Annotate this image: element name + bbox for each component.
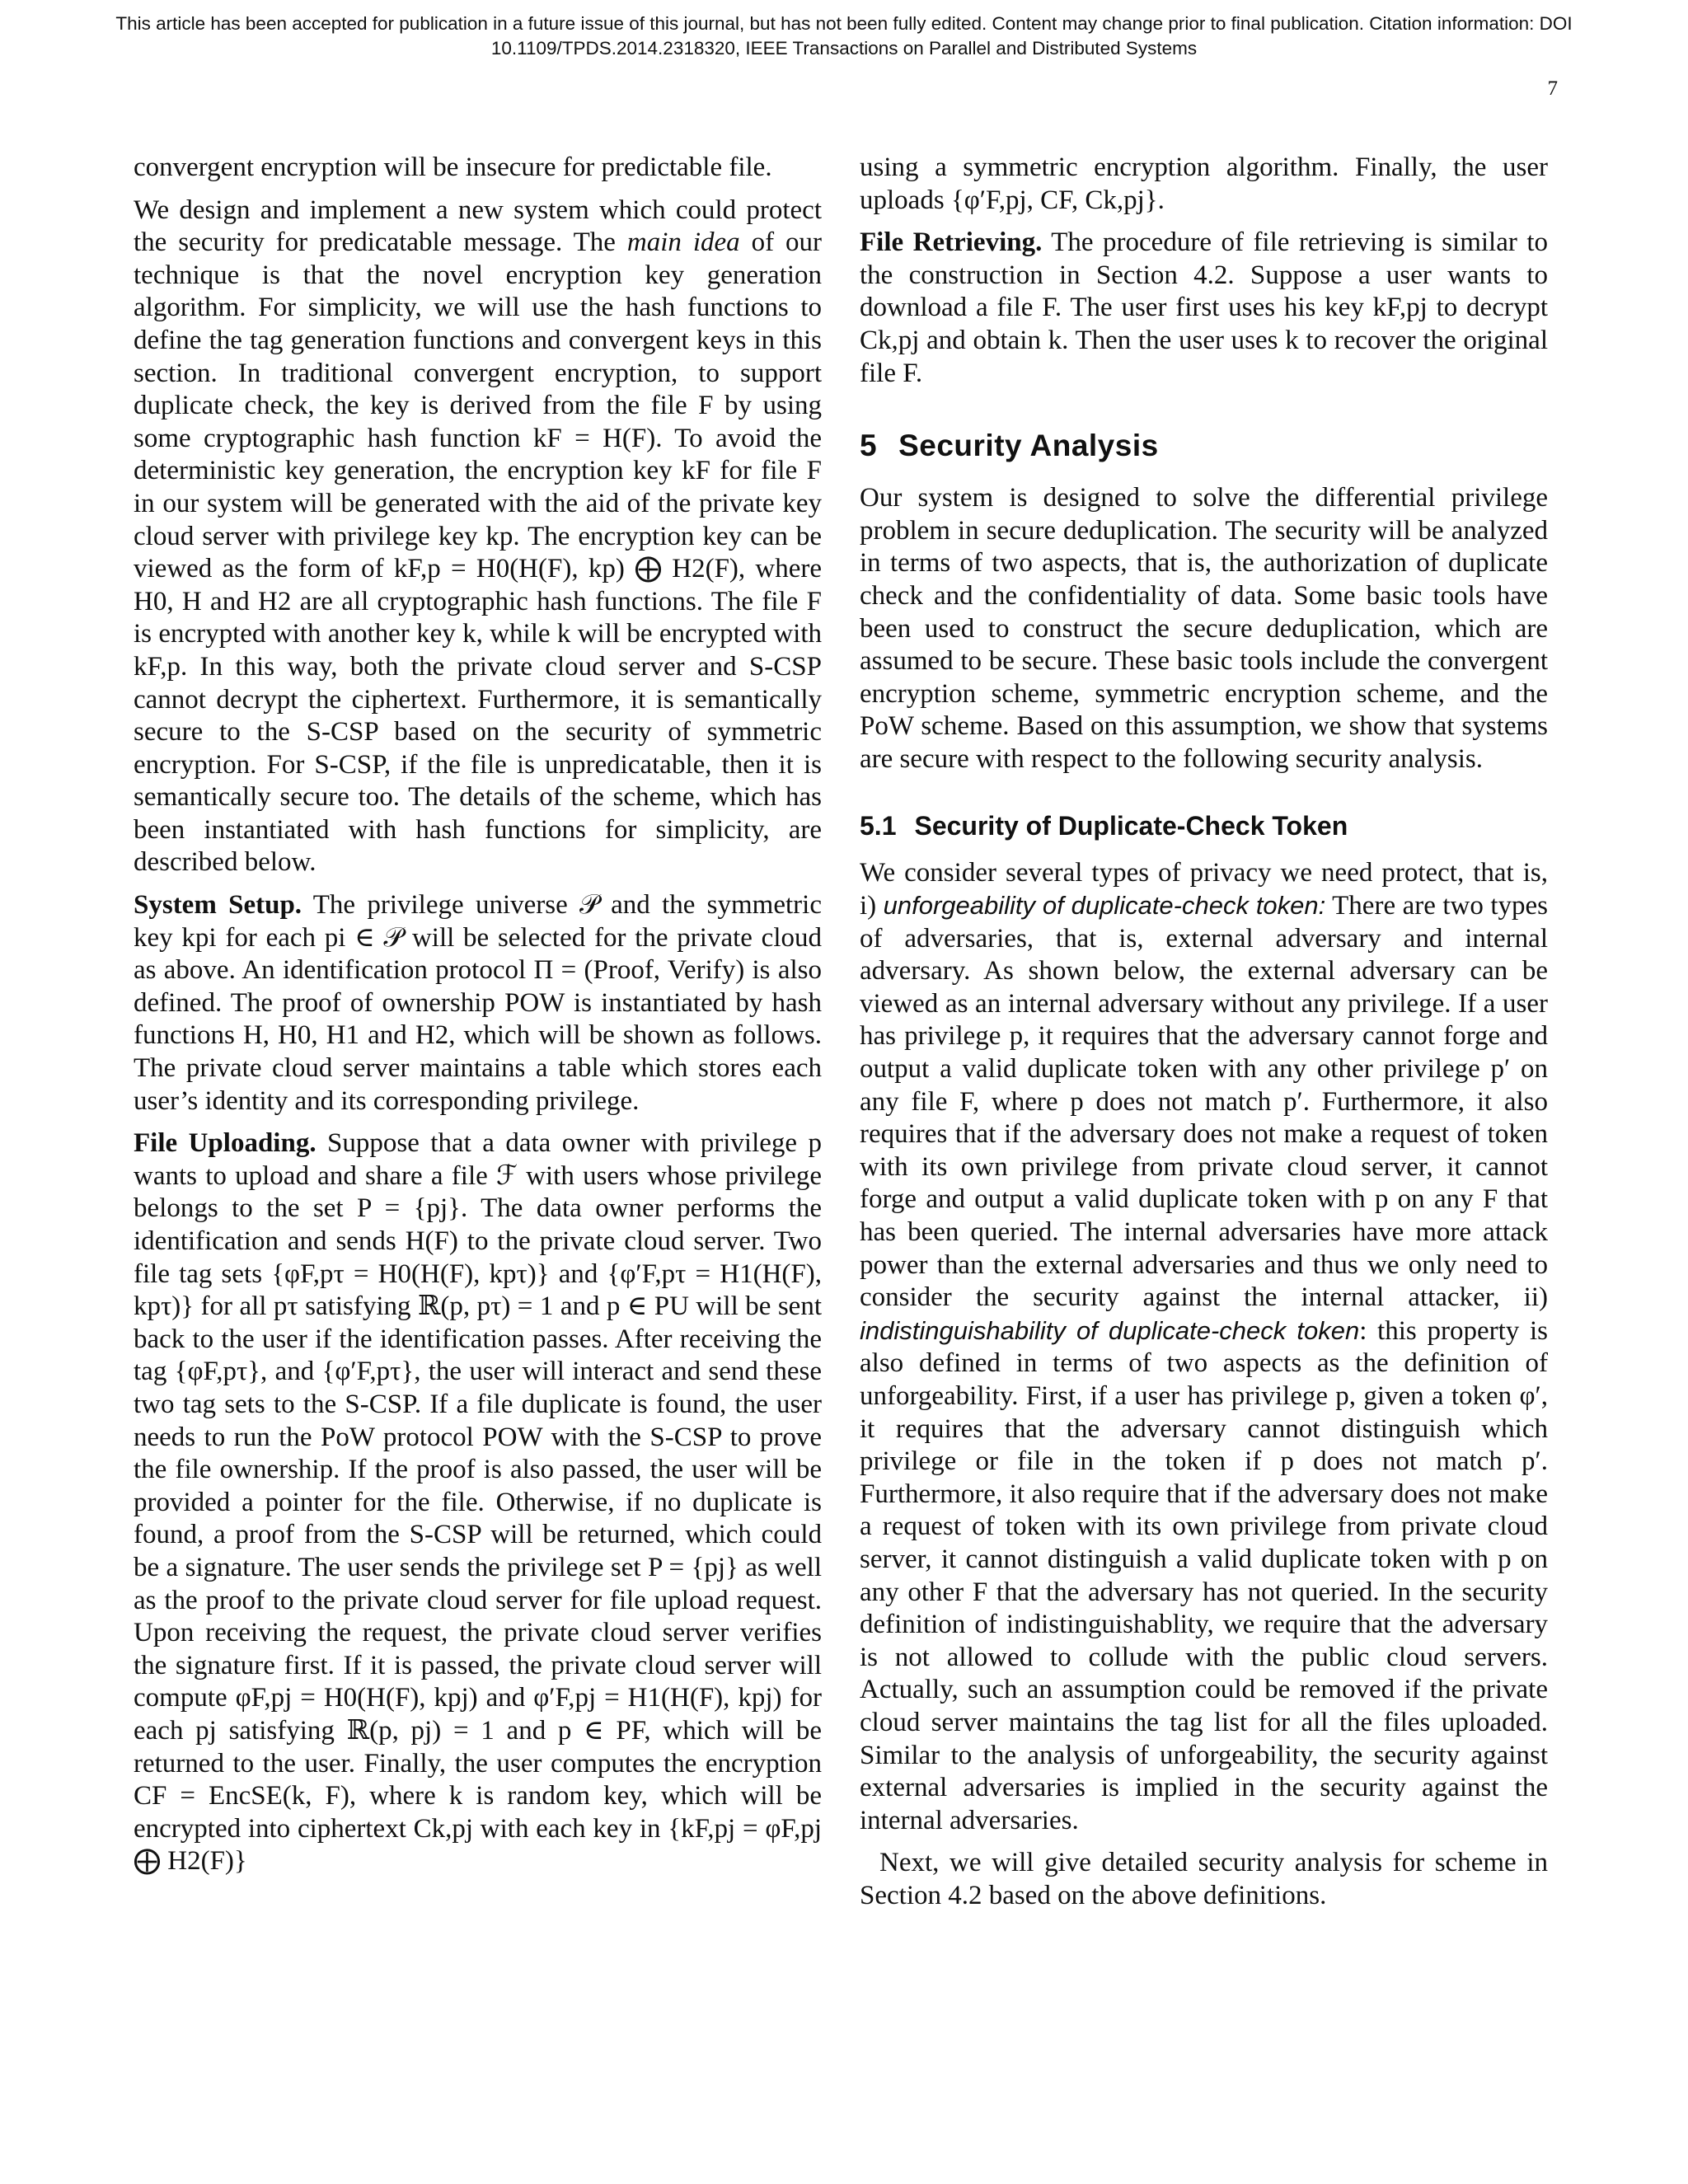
right-column: [860, 152, 1548, 1923]
file-uploading-title: File Uploading.: [134, 1128, 316, 1159]
design-text-a: We design and implement a new system which could protect the security for predicatable message. The: [134, 194, 822, 258]
system-setup-body: The privilege universe 𝒫 and the symmetric key kpi for each pi ∈ 𝒫 will be selected for the private cloud as above. An identification protocol Π = (Proof, Verify) is also defined. The proof of ownership POW is instantiated by hash functions H, H0, H1 and H2, which will be shown as follows. The private cloud server maintains a table which stores each user’s identity and its corresponding privilege.: [134, 890, 822, 1116]
section-heading: [860, 428, 1548, 464]
section-title: Security Analysis: [898, 429, 1159, 463]
left-column: [134, 152, 822, 1878]
paragraph-token-security: [860, 857, 1548, 1838]
term-indistinguishability: indistinguishability of duplicate-check token: [860, 1315, 1360, 1345]
token-text-a: We consider several types of privacy we need protect, that is, i): [860, 857, 1548, 921]
design-emphasis: main idea: [626, 227, 740, 258]
paragraph-design: [134, 194, 822, 879]
paragraph-closing: Next, we will give detailed security analysis for scheme in Section 4.2 based on the above definitions.: [860, 1848, 1548, 1910]
journal-banner: [0, 12, 1688, 61]
paragraph-intro-tail: convergent encryption will be insecure for predictable file.: [134, 152, 772, 182]
banner-line-1: This article has been accepted for publication in a future issue of this journal, but has not been fully edited. Content may change prior to final publication. Citation information: DOI: [115, 13, 1573, 34]
paragraph-upload-tail: using a symmetric encryption algorithm. Finally, the user uploads {φ′F,pj, CF, Ck,pj}.: [860, 152, 1548, 215]
banner-line-2: 10.1109/TPDS.2014.2318320, IEEE Transactions on Parallel and Distributed Systems: [490, 38, 1198, 59]
paragraph-system-setup: [134, 889, 822, 1118]
design-text-b: of our technique is that the novel encryption key generation algorithm. For simplicity, we will use the hash functions to define the tag generation functions and convergent keys in this section. In traditional convergent encryption, to support duplicate check, the key is derived from the file F by using some cryptographic hash function kF = H(F). To avoid the deterministic key generation, the encryption key kF for file F in our system will be generated with the aid of the private key cloud server with privilege key kp. The encryption key can be viewed as the form of kF,p = H0(H(F), kp) ⨁ H2(F), where H0, H and H2 are all cryptographic hash functions. The file F is encrypted with another key k, while k will be encrypted with kF,p. In this way, both the private cloud server and S-CSP cannot decrypt the ciphertext. Furthermore, it is semantically secure to the S-CSP based on the security of symmetric encryption. For S-CSP, if the file is unpredicatable, then it is semantically secure too. The details of the scheme, which has been instantiated with hash functions for simplicity, are described below.: [134, 227, 822, 878]
file-uploading-body: Suppose that a data owner with privilege p wants to upload and share a file ℱ with users whose privilege belongs to the set P = {pj}. The data owner performs the identification and sends H(F) to the private cloud server. Two file tag sets {φF,pτ = H0(H(F), kpτ)} and {φ′F,pτ = H1(H(F), kpτ)} for all pτ satisfying ℝ(p, pτ) = 1 and p ∈ PU will be sent back to the user if the identification passes. After receiving the tag {φF,pτ}, and {φ′F,pτ}, the user will interact and send these two tag sets to the S-CSP. If a file duplicate is found, the user needs to run the PoW protocol POW with the S-CSP to prove the file ownership. If the proof is also passed, the user will be provided a pointer for the file. Otherwise, if no duplicate is found, a proof from the S-CSP will be returned, which could be a signature. The user sends the privilege set P = {pj} as well as the proof to the private cloud server for file upload request. Upon receiving the request, the private cloud server verifies the signature first. If it is passed, the private cloud server will compute φF,pj = H0(H(F), kpj) and φ′F,pj = H1(H(F), kpj) for each pj satisfying ℝ(p, pj) = 1 and p ∈ PF, which will be returned to the user. Finally, the user computes the encryption CF = EncSE(k, F), where k is random key, which will be encrypted into ciphertext Ck,pj with each key in {kF,pj = φF,pj ⨁ H2(F)}: [134, 1128, 822, 1877]
token-text-c: : this property is also defined in terms of two aspects as the definition of unforgeability. First, if a user has privilege p, given a token φ′, it requires that the adversary cannot distinguish which privilege or file in the token if p does not match p′. Furthermore, it also require that if the adversary does not make a request of token with its own privilege from private cloud server, it cannot distinguish a valid duplicate token with p on any other F that the adversary has not queried. In the security definition of indistinguishablity, we require that the adversary is not allowed to collude with the public cloud servers. Actually, such an assumption could be removed if the private cloud server maintains the tag list for all the files uploaded. Similar to the analysis of unforgeability, the security against external adversaries is implied in the security against the internal adversaries.: [860, 1315, 1548, 1835]
term-unforgeability: unforgeability of duplicate-check token:: [883, 891, 1326, 921]
file-retrieving-title: File Retrieving.: [860, 227, 1043, 258]
token-text-b: There are two types of adversaries, that is, external adversary and internal adversary. As shown below, the external adversary can be viewed as an internal adversary without any privilege. If a user has privilege p, it requires that the adversary cannot forge and output a valid duplicate token with any other privilege p′ on any file F, where p does not match p′. Furthermore, it also requires that if the adversary does not make a request of token with its own privilege from private cloud server, it cannot forge and output a valid duplicate token with p on any F that has been queried. The internal adversaries have more attack power than the external adversaries and thus we only need to consider the security against the internal attacker, ii): [860, 891, 1548, 1313]
file-retrieving-body: The procedure of file retrieving is similar to the construction in Section 4.2. Suppose a user wants to download a file F. The user first uses his key kF,pj to decrypt Ck,pj and obtain k. Then the user uses k to recover the original file F.: [860, 227, 1549, 388]
subsection-title: Security of Duplicate-Check Token: [914, 810, 1348, 841]
paragraph-file-retrieving: [860, 227, 1548, 390]
subsection-heading: [860, 809, 1548, 842]
section-number: 5: [860, 429, 878, 463]
paragraph-file-uploading: [134, 1127, 822, 1878]
paragraph-security-analysis: Our system is designed to solve the differential privilege problem in secure deduplication. The security will be analyzed in terms of two aspects, that is, the authorization of duplicate check and the confidentiality of data. Some basic tools have been used to construct the secure deduplication, which are assumed to be secure. These basic tools include the convergent encryption scheme, symmetric encryption scheme, and the PoW scheme. Based on this assumption, we show that systems are secure with respect to the following security analysis.: [860, 483, 1548, 774]
system-setup-title: System Setup.: [134, 890, 302, 921]
subsection-number: 5.1: [860, 810, 897, 841]
page-number: 7: [1547, 77, 1558, 100]
